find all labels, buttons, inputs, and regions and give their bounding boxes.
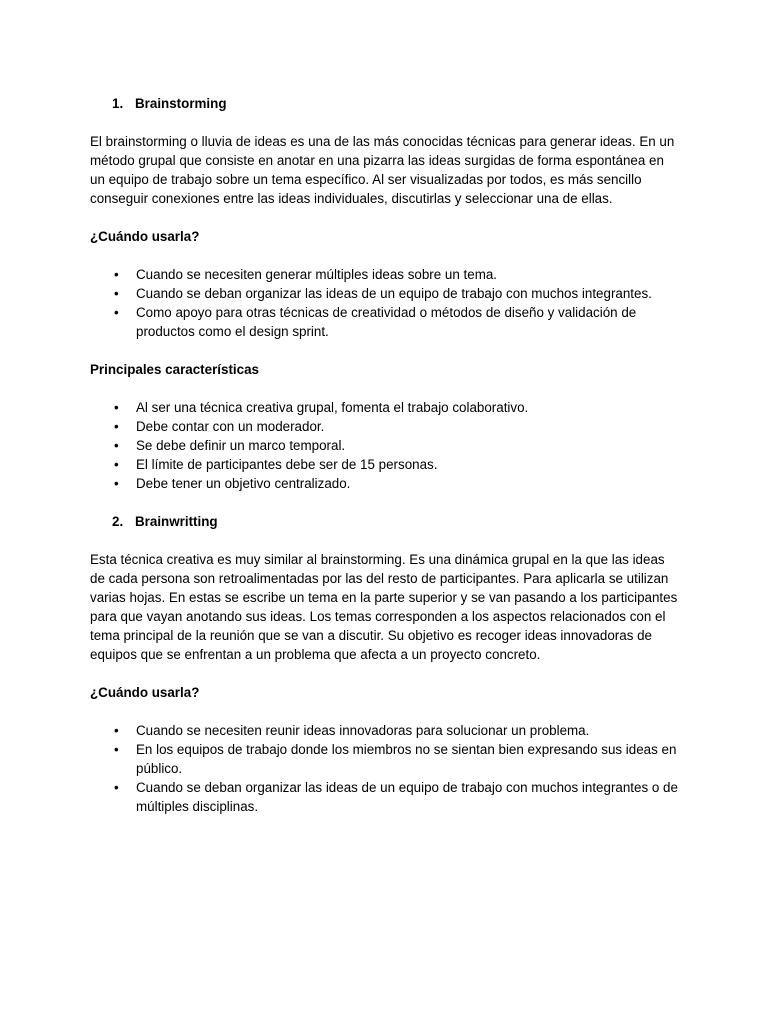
- section-1-title: Brainstorming: [135, 96, 227, 111]
- bullet-icon: •: [114, 742, 119, 757]
- list-item: • Cuando se deban organizar las ideas de un equipo de trabajo con muchos integrantes.: [114, 286, 652, 301]
- document-content: [90, 94, 680, 816]
- section-1-number: 1.: [112, 96, 124, 111]
- spacer: [90, 664, 680, 683]
- list-item: • En los equipos de trabajo donde los miembros no se sientan bien expresando sus ideas en público.: [114, 742, 677, 776]
- spacer: [90, 379, 680, 398]
- list-item: • Al ser una técnica creativa grupal, fomenta el trabajo colaborativo.: [114, 400, 529, 415]
- list-item: • Cuando se necesiten reunir ideas innovadoras para solucionar un problema.: [114, 723, 590, 738]
- bullet-icon: •: [114, 419, 119, 434]
- bullet-icon: •: [114, 723, 119, 738]
- section-1-features-title: Principales características: [90, 362, 259, 377]
- bullet-icon: •: [114, 305, 119, 320]
- section-1-intro: El brainstorming o lluvia de ideas es una de las más conocidas técnicas para generar ideas. En un método grupal que consiste en anotar en una pizarra las ideas surgidas de forma espontánea en un equipo de trabajo sobre un tema específico. Al ser visualizadas por todos, es más sencillo conseguir conexiones entre las ideas individuales, discutirlas y seleccionar una de ellas.: [90, 134, 675, 206]
- spacer: [90, 246, 680, 265]
- section-1-when-list: [90, 265, 680, 341]
- list-item: • El límite de participantes debe ser de 15 personas.: [114, 457, 438, 472]
- section-1-when-title: ¿Cuándo usarla?: [90, 229, 200, 244]
- section-2-heading: [90, 512, 680, 531]
- list-item: • Debe tener un objetivo centralizado.: [114, 476, 351, 491]
- list-item: • Se debe definir un marco temporal.: [114, 438, 346, 453]
- bullet-icon: •: [114, 476, 119, 491]
- spacer: [90, 341, 680, 360]
- section-2-when-list: [90, 721, 680, 816]
- spacer: [90, 208, 680, 227]
- list-item: • Cuando se deban organizar las ideas de un equipo de trabajo con muchos integrantes o de múltiples disciplinas.: [114, 780, 678, 814]
- section-2-title: Brainwritting: [135, 514, 218, 529]
- section-1-features-list: [90, 398, 680, 493]
- section-2-number: 2.: [112, 514, 124, 529]
- section-2-when-title: ¿Cuándo usarla?: [90, 685, 200, 700]
- bullet-icon: •: [114, 267, 119, 282]
- spacer: [90, 493, 680, 512]
- list-item: • Debe contar con un moderador.: [114, 419, 325, 434]
- section-1-heading: [90, 94, 680, 113]
- bullet-icon: •: [114, 438, 119, 453]
- section-2-intro: Esta técnica creativa es muy similar al brainstorming. Es una dinámica grupal en la que las ideas de cada persona son retroalimentadas por las del resto de participantes. Para aplicarla se utilizan varias hojas. En estas se escribe un tema en la parte superior y se van pasando a los participantes para que vayan anotando sus ideas. Los temas corresponden a los aspectos relacionados con el tema principal de la reunión que se van a discutir. Su objetivo es recoger ideas innovadoras de equipos que se enfrentan a un problema que afecta a un proyecto concreto.: [90, 552, 678, 662]
- bullet-icon: •: [114, 286, 119, 301]
- bullet-icon: •: [114, 457, 119, 472]
- list-item: • Cuando se necesiten generar múltiples ideas sobre un tema.: [114, 267, 498, 282]
- spacer: [90, 531, 680, 550]
- bullet-icon: •: [114, 400, 119, 415]
- spacer: [90, 113, 680, 132]
- spacer: [90, 702, 680, 721]
- bullet-icon: •: [114, 780, 119, 795]
- list-item: • Como apoyo para otras técnicas de creatividad o métodos de diseño y validación de productos como el design sprint.: [114, 305, 637, 339]
